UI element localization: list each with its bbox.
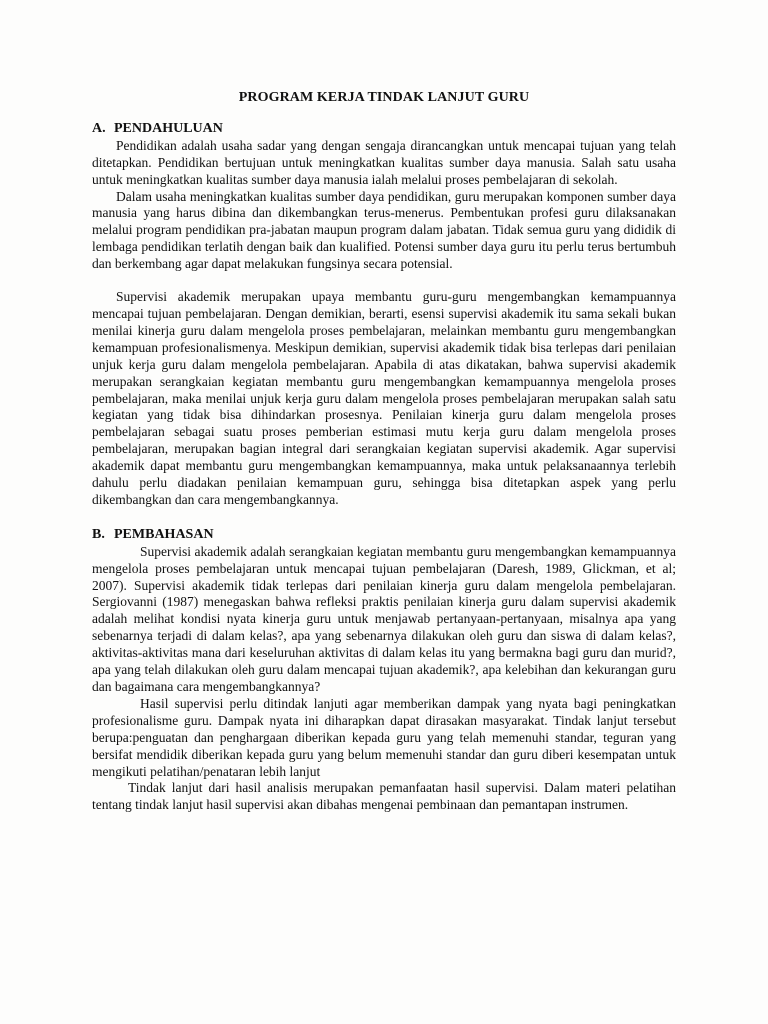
paragraph: Pendidikan adalah usaha sadar yang dengan sengaja dirancangkan untuk mencapai tujuan yang telah ditetapkan. Pendidikan bertujuan untuk meningkatkan kualitas sumber daya manusia. Salah satu usaha untuk meningkatkan kualitas sumber daya manusia ialah melalui proses pembelajaran di sekolah. xyxy=(92,137,676,187)
section-heading-pembahasan xyxy=(92,527,676,544)
section-spacer xyxy=(92,509,676,527)
document-body xyxy=(92,90,676,814)
paragraph: Supervisi akademik merupakan upaya membantu guru-guru mengembangkan kemampuannya mencapai tujuan pembelajaran. Dengan demikian, berarti, esensi supervisi akademik itu sama sekali bukan menilai kinerja guru dalam mengelola proses pembelajaran, melainkan membantu guru mengembangkan kemampuan profesionalismenya. Meskipun demikian, supervisi akademik tidak bisa terlepas dari penilaian unjuk kerja guru dalam mengelola pembelajaran. Apabila di atas dikatakan, bahwa supervisi akademik merupakan serangkaian kegiatan membantu guru mengembangkan kemampuannya mengelola proses pembelajaran, maka menilai unjuk kerja guru dalam mengelola proses pembelajaran merupakan salah satu kegiatan yang tidak bisa dihindarkan prosesnya. Penilaian kinerja guru dalam mengelola proses pembelajaran sebagai suatu proses pemberian estimasi mutu kerja guru dalam mengelola proses pembelajaran, merupakan bagian integral dari serangkaian kegiatan supervisi akademik. Agar supervisi akademik dapat membantu guru mengembangkan kemampuannya, maka untuk pelaksanaannya terlebih dahulu perlu diadakan penilaian kemampuan guru, sehingga bisa ditetapkan aspek yang perlu dikembangkan dan cara mengembangkannya. xyxy=(92,289,676,507)
section-title: PENDAHULUAN xyxy=(114,120,223,136)
paragraph: Supervisi akademik adalah serangkaian kegiatan membantu guru mengembangkan kemampuannya mengelola proses pembelajaran untuk mencapai tujuan pembelajaran (Daresh, 1989, Glickman, et al; 2007). Supervisi akademik tidak terlepas dari penilaian kinerja guru dalam mengelola pembelajaran. Sergiovanni (1987) menegaskan bahwa refleksi praktis penilaian kinerja guru dalam supervisi akademik adalah melihat kondisi nyata kinerja guru untuk menjawab pertanyaan-pertanyaan, misalnya apa yang sebenarnya terjadi di dalam kelas?, apa yang sebenarnya dilakukan oleh guru dan siswa di dalam kelas?, aktivitas-aktivitas mana dari keseluruhan aktivitas di dalam kelas itu yang bermakna bagi guru dan murid?, apa yang telah dilakukan oleh guru dalam mencapai tujuan akademik?, apa kelebihan dan kekurangan guru dan bagaimana cara mengembangkannya? xyxy=(92,543,676,694)
paragraph: Dalam usaha meningkatkan kualitas sumber daya pendidikan, guru merupakan komponen sumber daya manusia yang harus dibina dan dikembangkan terus-menerus. Pembentukan profesi guru dilaksanakan melalui program pendidikan pra-jabatan maupun program dalam jabatan. Tidak semua guru yang dididik di lembaga pendidikan terlatih dengan baik dan kualified. Potensi sumber daya guru itu perlu terus bertumbuh dan berkembang agar dapat melakukan fungsinya secara potensial. xyxy=(92,188,676,272)
paragraph-spacer xyxy=(92,273,676,289)
section-title: PEMBAHASAN xyxy=(114,526,214,542)
section-heading-pendahuluan xyxy=(92,121,676,138)
section-number: B. xyxy=(92,526,105,542)
document-title: PROGRAM KERJA TINDAK LANJUT GURU xyxy=(238,90,530,105)
paragraph: Hasil supervisi perlu ditindak lanjuti agar memberikan dampak yang nyata bagi peningkatkan profesionalisme guru. Dampak nyata ini diharapkan dapat dirasakan masyarakat. Tindak lanjut tersebut berupa:penguatan dan penghargaan diberikan kepada guru yang telah memenuhi standar, teguran yang bersifat mendidik diberikan kepada guru yang belum memenuhi standar dan guru diberi kesempatan untuk mengikuti pelatihan/penataran lebih lanjut xyxy=(92,695,676,779)
paragraph: Tindak lanjut dari hasil analisis merupakan pemanfaatan hasil supervisi. Dalam materi pelatihan tentang tindak lanjut hasil supervisi akan dibahas mengenai pembinaan dan pemantapan instrumen. xyxy=(92,780,676,813)
section-number: A. xyxy=(92,120,106,136)
